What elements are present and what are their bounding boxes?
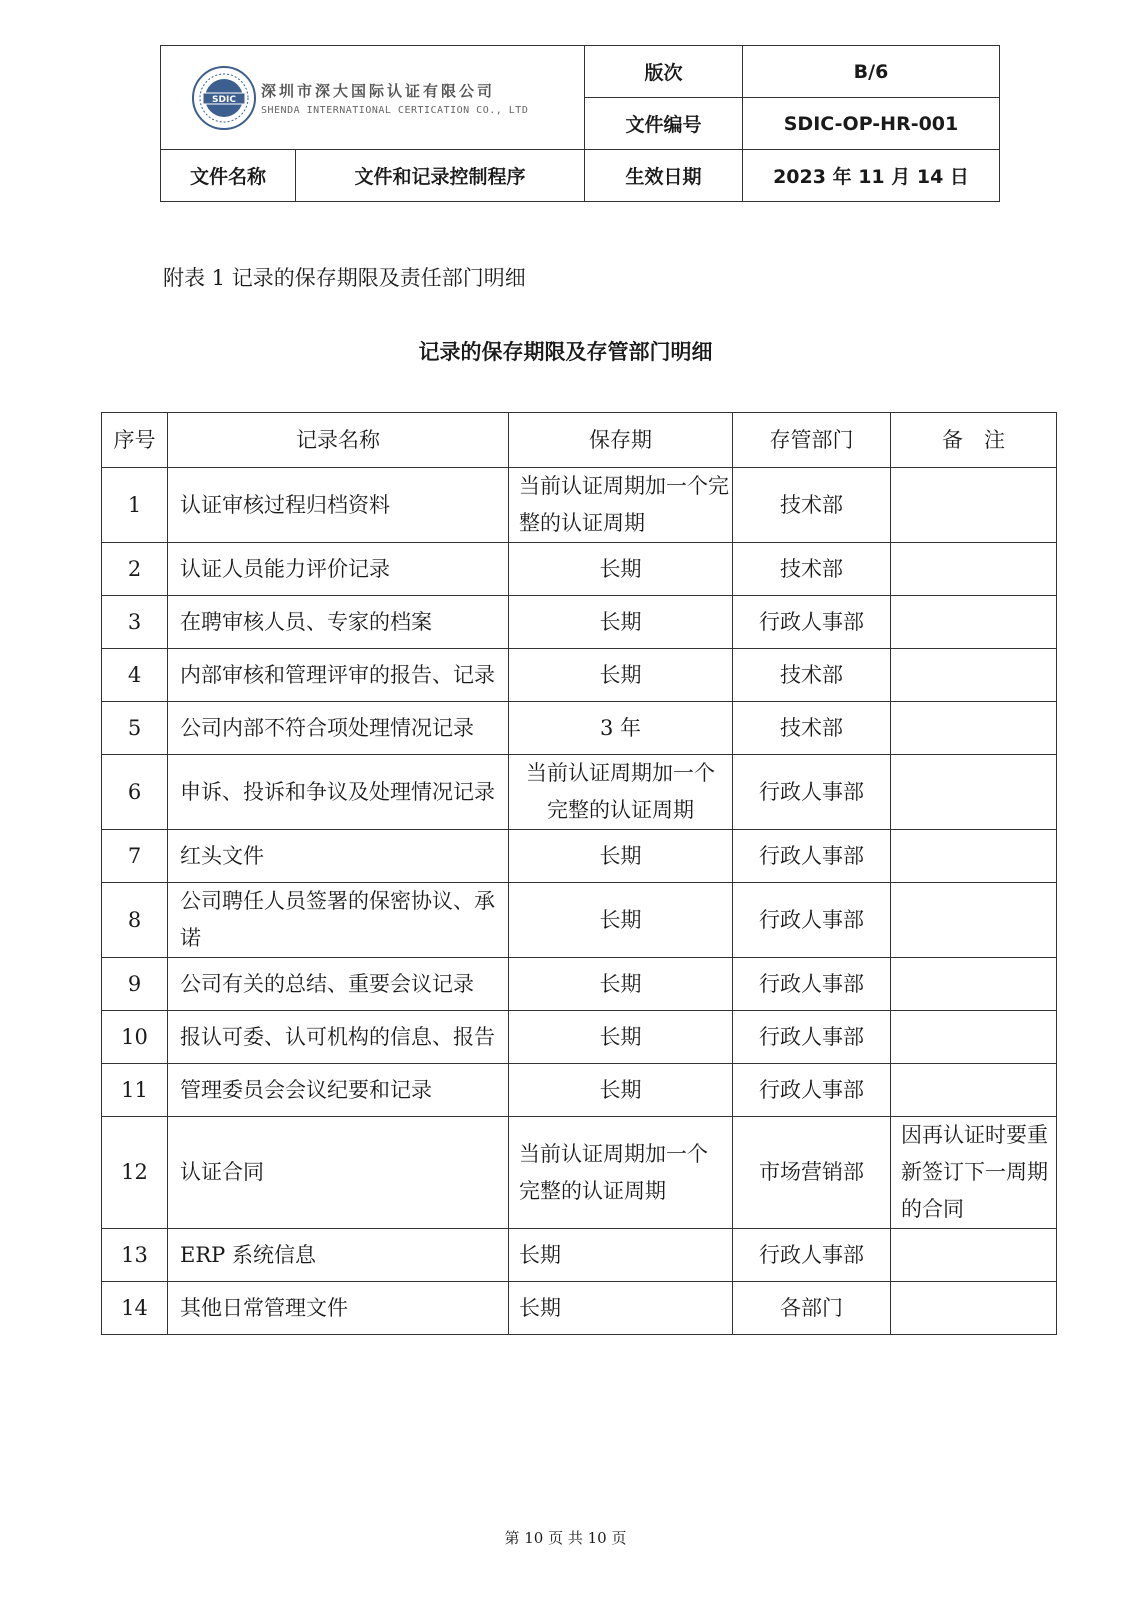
cell-no: 8: [102, 883, 168, 958]
table-row: [102, 883, 1057, 958]
cell-note: 因再认证时要重新签订下一周期的合同: [891, 1117, 1057, 1229]
cell-dept: 技术部: [733, 649, 891, 702]
cell-period: 长期: [509, 1229, 733, 1282]
cell-period: 长期: [509, 883, 733, 958]
effective-date-label: 生效日期: [585, 150, 743, 202]
table-row: [102, 958, 1057, 1011]
page-number-footer: 第 10 页 共 10 页: [504, 1529, 627, 1547]
cell-name: 申诉、投诉和争议及处理情况记录: [168, 755, 509, 830]
cell-period: 长期: [509, 649, 733, 702]
cell-no: 14: [102, 1282, 168, 1335]
doc-name-value: 文件和记录控制程序: [296, 150, 585, 202]
cell-period: 长期: [509, 1064, 733, 1117]
cell-dept: 行政人事部: [733, 596, 891, 649]
cell-name: 认证审核过程归档资料: [168, 468, 509, 543]
cell-no: 2: [102, 543, 168, 596]
effective-date-value: 2023 年 11 月 14 日: [743, 150, 1000, 202]
cell-note: [891, 1011, 1057, 1064]
cell-period: 长期: [509, 1282, 733, 1335]
company-logo-block: [161, 46, 585, 150]
cell-note: [891, 830, 1057, 883]
cell-no: 10: [102, 1011, 168, 1064]
cell-dept: 行政人事部: [733, 830, 891, 883]
table-row: [102, 649, 1057, 702]
cell-dept: 行政人事部: [733, 1229, 891, 1282]
column-header-name: 记录名称: [168, 413, 509, 468]
company-name-cn: 深圳市深大国际认证有限公司: [261, 81, 496, 100]
cell-note: [891, 755, 1057, 830]
cell-name: 红头文件: [168, 830, 509, 883]
cell-note: [891, 543, 1057, 596]
cell-no: 5: [102, 702, 168, 755]
table-row: [102, 830, 1057, 883]
cell-dept: 市场营销部: [733, 1117, 891, 1229]
cell-note: [891, 468, 1057, 543]
table-row: [102, 543, 1057, 596]
cell-dept: 行政人事部: [733, 958, 891, 1011]
cell-dept: 行政人事部: [733, 1064, 891, 1117]
cell-no: 9: [102, 958, 168, 1011]
table-row: [102, 1117, 1057, 1229]
table-header-row: [102, 413, 1057, 468]
cell-note: [891, 1229, 1057, 1282]
cell-no: 3: [102, 596, 168, 649]
table-row: [102, 1282, 1057, 1335]
company-seal-logo: [191, 65, 257, 131]
version-value: B/6: [743, 46, 1000, 98]
doc-name-label: 文件名称: [161, 150, 296, 202]
cell-note: [891, 883, 1057, 958]
cell-name: 公司有关的总结、重要会议记录: [168, 958, 509, 1011]
cell-no: 6: [102, 755, 168, 830]
table-title: 记录的保存期限及存管部门明细: [418, 340, 713, 364]
column-header-note: 备 注: [891, 413, 1057, 468]
cell-note: [891, 1064, 1057, 1117]
cell-name: 公司聘任人员签署的保密协议、承诺: [168, 883, 509, 958]
cell-name: 认证合同: [168, 1117, 509, 1229]
cell-name: 内部审核和管理评审的报告、记录: [168, 649, 509, 702]
cell-period: 当前认证周期加一个完整的认证周期: [509, 755, 733, 830]
cell-note: [891, 1282, 1057, 1335]
table-row: [102, 468, 1057, 543]
cell-no: 4: [102, 649, 168, 702]
cell-note: [891, 649, 1057, 702]
cell-note: [891, 702, 1057, 755]
version-label: 版次: [585, 46, 743, 98]
table-row: [102, 702, 1057, 755]
cell-name: 管理委员会会议纪要和记录: [168, 1064, 509, 1117]
document-header: [160, 45, 1000, 202]
cell-note: [891, 596, 1057, 649]
cell-dept: 行政人事部: [733, 1011, 891, 1064]
column-header-period: 保存期: [509, 413, 733, 468]
table-row: [102, 1064, 1057, 1117]
cell-period: 长期: [509, 543, 733, 596]
cell-no: 13: [102, 1229, 168, 1282]
cell-name: 在聘审核人员、专家的档案: [168, 596, 509, 649]
cell-dept: 技术部: [733, 702, 891, 755]
cell-dept: 各部门: [733, 1282, 891, 1335]
cell-no: 1: [102, 468, 168, 543]
company-name-en: SHENDA INTERNATIONAL CERTICATION CO., LTD: [261, 104, 529, 116]
cell-period: 当前认证周期加一个完整的认证周期: [509, 1117, 733, 1229]
cell-no: 7: [102, 830, 168, 883]
cell-period: 当前认证周期加一个完整的认证周期: [509, 468, 733, 543]
cell-period: 3 年: [509, 702, 733, 755]
cell-period: 长期: [509, 596, 733, 649]
cell-no: 11: [102, 1064, 168, 1117]
records-retention-table: [101, 412, 1057, 1335]
column-header-dept: 存管部门: [733, 413, 891, 468]
cell-name: 认证人员能力评价记录: [168, 543, 509, 596]
doc-number-label: 文件编号: [585, 98, 743, 150]
cell-dept: 行政人事部: [733, 755, 891, 830]
cell-name: 公司内部不符合项处理情况记录: [168, 702, 509, 755]
cell-dept: 技术部: [733, 543, 891, 596]
cell-period: 长期: [509, 1011, 733, 1064]
cell-period: 长期: [509, 830, 733, 883]
cell-period: 长期: [509, 958, 733, 1011]
column-header-no: 序号: [102, 413, 168, 468]
cell-dept: 行政人事部: [733, 883, 891, 958]
table-row: [102, 1011, 1057, 1064]
seal-logo-text: SDIC: [212, 94, 236, 105]
table-row: [102, 596, 1057, 649]
cell-name: 报认可委、认可机构的信息、报告: [168, 1011, 509, 1064]
table-row: [102, 1229, 1057, 1282]
cell-no: 12: [102, 1117, 168, 1229]
appendix-caption: 附表 1 记录的保存期限及责任部门明细: [163, 266, 526, 290]
cell-dept: 技术部: [733, 468, 891, 543]
doc-number-value: SDIC-OP-HR-001: [743, 98, 1000, 150]
cell-name: ERP 系统信息: [168, 1229, 509, 1282]
table-row: [102, 755, 1057, 830]
cell-note: [891, 958, 1057, 1011]
cell-name: 其他日常管理文件: [168, 1282, 509, 1335]
